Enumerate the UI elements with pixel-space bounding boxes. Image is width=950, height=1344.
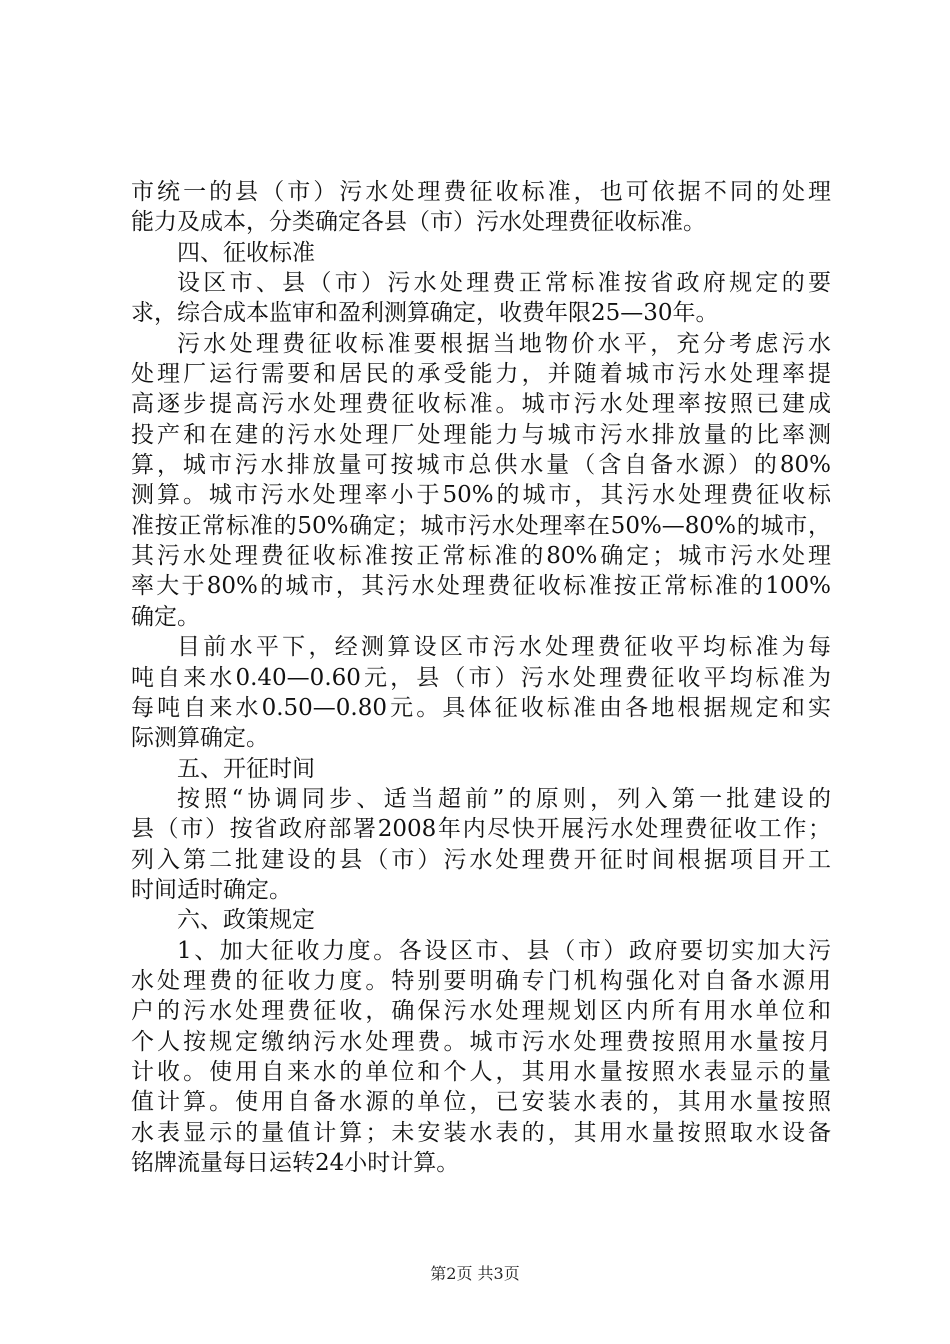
text-line: 高逐步提高污水处理费征收标准。城市污水处理率按照已建成 <box>131 391 831 418</box>
text-line: 其污水处理费征收标准按正常标准的80%确定；城市污水处理 <box>131 543 831 570</box>
text-line: 铭牌流量每日运转24小时计算。 <box>131 1150 460 1176</box>
section-heading: 五、开征时间 <box>177 755 315 782</box>
text-line: 设区市、县（市）污水处理费正常标准按省政府规定的要 <box>177 270 831 297</box>
text-line: 污水处理费征收标准要根据当地物价水平，充分考虑污水 <box>177 330 831 357</box>
page-number: 第2页 共3页 <box>430 1264 520 1283</box>
section-heading: 六、政策规定 <box>177 907 315 934</box>
document-body <box>131 177 831 1178</box>
text-line: 列入第二批建设的县（市）污水处理费开征时间根据项目开工 <box>131 846 831 873</box>
text-line: 能力及成本，分类确定各县（市）污水处理费征收标准。 <box>131 209 706 236</box>
section-heading: 四、征收标准 <box>177 239 315 266</box>
text-line: 市统一的县（市）污水处理费征收标准，也可依据不同的处理 <box>131 179 831 205</box>
text-line: 值计算。使用自备水源的单位，已安装水表的，其用水量按照 <box>131 1089 831 1116</box>
page-footer <box>0 1264 950 1284</box>
text-line: 算，城市污水排放量可按城市总供水量（含自备水源）的80% <box>131 452 831 479</box>
text-line: 水表显示的量值计算；未安装水表的，其用水量按照取水设备 <box>131 1119 831 1146</box>
text-line: 吨自来水0.40—0.60元，县（市）污水处理费征收平均标准为 <box>131 664 831 691</box>
text-line: 确定。 <box>131 603 200 630</box>
text-line: 处理厂运行需要和居民的承受能力，并随着城市污水处理率提 <box>131 361 831 388</box>
text-line: 际测算确定。 <box>131 725 269 752</box>
text-line: 每吨自来水0.50—0.80元。具体征收标准由各地根据规定和实 <box>131 694 831 721</box>
text-line: 按照“协调同步、适当超前”的原则，列入第一批建设的 <box>177 785 831 812</box>
text-line: 个人按规定缴纳污水处理费。城市污水处理费按照用水量按月 <box>131 1028 831 1055</box>
text-line: 计收。使用自来水的单位和个人，其用水量按照水表显示的量 <box>131 1058 831 1085</box>
text-line: 率大于80%的城市，其污水处理费征收标准按正常标准的100% <box>131 573 831 600</box>
text-line: 目前水平下，经测算设区市污水处理费征收平均标准为每 <box>177 634 831 661</box>
text-line: 准按正常标准的50%确定；城市污水处理率在50%—80%的城市， <box>131 512 831 539</box>
text-line: 测算。城市污水处理率小于50%的城市，其污水处理费征收标 <box>131 482 831 509</box>
text-line: 户的污水处理费征收，确保污水处理规划区内所有用水单位和 <box>131 998 831 1025</box>
text-line: 投产和在建的污水处理厂处理能力与城市污水排放量的比率测 <box>131 421 831 448</box>
text-line: 水处理费的征收力度。特别要明确专门机构强化对自备水源用 <box>131 967 831 994</box>
text-line: 县（市）按省政府部署2008年内尽快开展污水处理费征收工作； <box>131 816 831 843</box>
text-line: 1、加大征收力度。各设区市、县（市）政府要切实加大污 <box>177 937 831 964</box>
text-line: 求，综合成本监审和盈利测算确定，收费年限25—30年。 <box>131 300 719 327</box>
text-line: 时间适时确定。 <box>131 876 292 903</box>
